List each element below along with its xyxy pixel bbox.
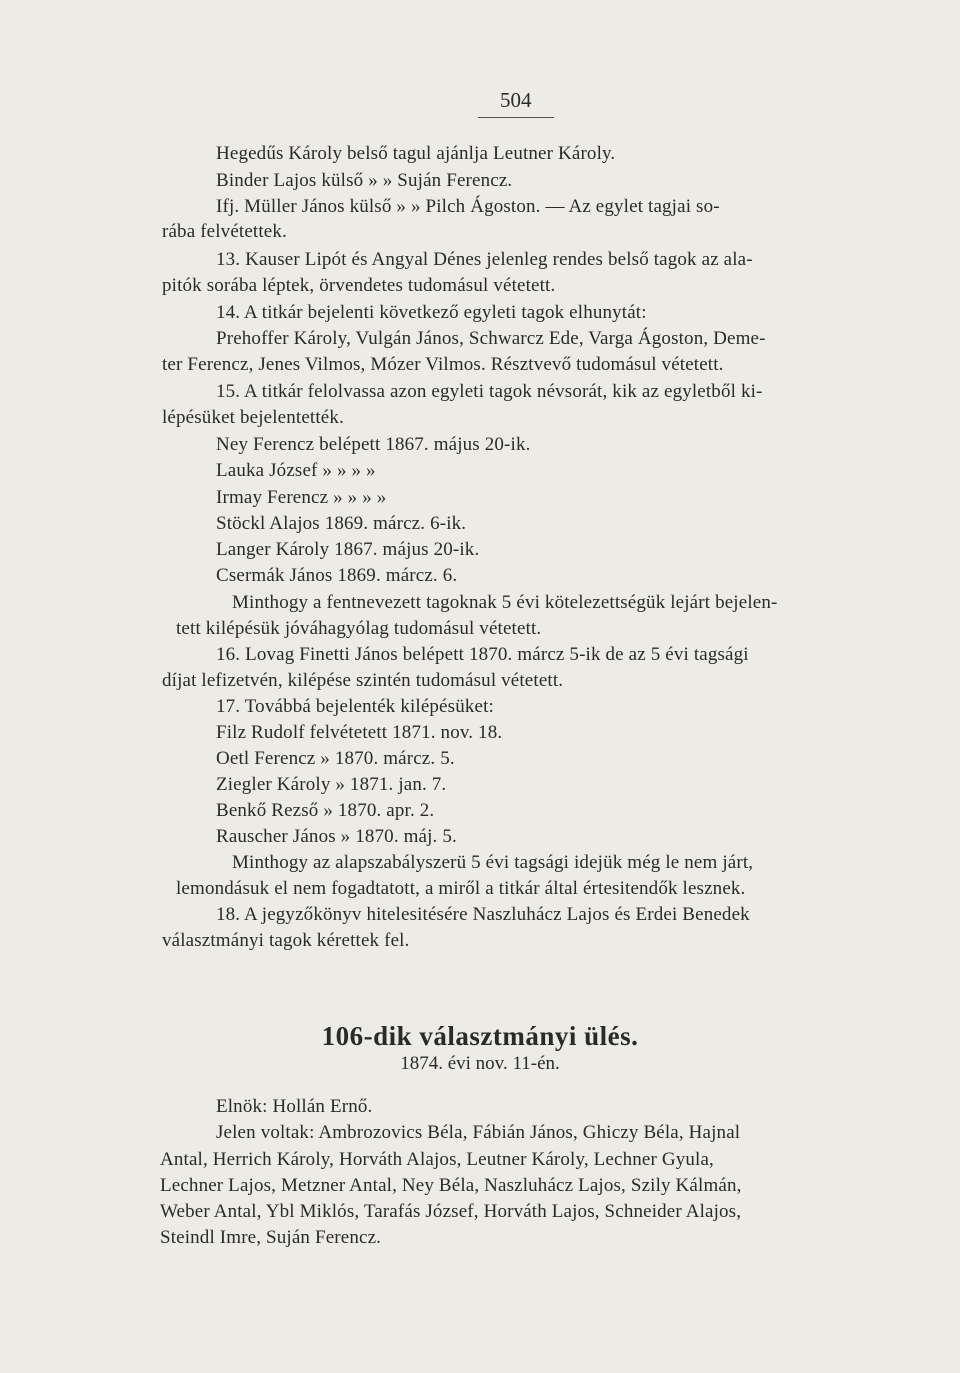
text-line: Stöckl Alajos 1869. márcz. 6-ik. (216, 513, 467, 534)
text-line: Ziegler Károly » 1871. jan. 7. (216, 774, 447, 795)
text-line: Lechner Lajos, Metzner Antal, Ney Béla, Naszluhácz Lajos, Szily Kálmán, (160, 1175, 742, 1196)
text-line: Ifj. Müller János külső » » Pilch Ágoston. — Az egylet tagjai so- (216, 196, 720, 217)
text-line: Oetl Ferencz » 1870. márcz. 5. (216, 748, 455, 769)
text-line: 15. A titkár felolvassa azon egyleti tagok névsorát, kik az egyletből ki- (216, 381, 763, 402)
text-line: 13. Kauser Lipót és Angyal Dénes jelenleg rendes belső tagok az ala- (216, 249, 753, 270)
text-line: Irmay Ferencz » » » » (216, 487, 387, 508)
text-line: 17. Továbbá bejelenték kilépésüket: (216, 696, 494, 717)
page-number: 504 (500, 88, 532, 112)
text-line: Langer Károly 1867. május 20-ik. (216, 539, 480, 560)
text-line: Benkő Rezső » 1870. apr. 2. (216, 800, 435, 821)
text-line: Weber Antal, Ybl Miklós, Tarafás József, Horváth Lajos, Schneider Alajos, (160, 1201, 742, 1222)
text-line: lemondásuk el nem fogadtatott, a miről a titkár által értesitendők lesznek. (176, 878, 746, 899)
text-line: tett kilépésük jóváhagyólag tudomásul vétetett. (176, 618, 542, 639)
text-line: 16. Lovag Finetti János belépett 1870. márcz 5-ik de az 5 évi tagsági (216, 644, 749, 665)
text-line: pitók sorába léptek, örvendetes tudomásul vétetett. (162, 275, 556, 296)
text-line: Minthogy az alapszabályszerü 5 évi tagsági idejük még le nem járt, (232, 852, 754, 873)
text-line: Filz Rudolf felvétetett 1871. nov. 18. (216, 722, 503, 743)
page-number-rule (478, 117, 554, 118)
text-line: díjat lefizetvén, kilépése szintén tudomásul vétetett. (162, 670, 564, 691)
text-line: ter Ferencz, Jenes Vilmos, Mózer Vilmos. Résztvevő tudomásul vétetett. (162, 354, 724, 375)
text-line: Jelen voltak: Ambrozovics Béla, Fábián János, Ghiczy Béla, Hajnal (216, 1122, 741, 1143)
section-date: 1874. évi nov. 11-én. (400, 1053, 560, 1074)
text-line: Rauscher János » 1870. máj. 5. (216, 826, 457, 847)
text-line: 14. A titkár bejelenti következő egyleti tagok elhunytát: (216, 302, 647, 323)
text-line: Lauka József » » » » (216, 460, 376, 481)
text-line: Csermák János 1869. márcz. 6. (216, 565, 458, 586)
text-line: Antal, Herrich Károly, Horváth Alajos, Leutner Károly, Lechner Gyula, (160, 1149, 714, 1170)
text-line: Ney Ferencz belépett 1867. május 20-ik. (216, 434, 531, 455)
text-line: Prehoffer Károly, Vulgán János, Schwarcz Ede, Varga Ágoston, Deme- (216, 328, 766, 349)
text-line: rába felvétettek. (162, 221, 287, 242)
section-heading: 106-dik választmányi ülés. (321, 1021, 639, 1051)
text-line: Steindl Imre, Suján Ferencz. (160, 1227, 382, 1248)
text-line: Minthogy a fentnevezett tagoknak 5 évi kötelezettségük lejárt bejelen- (232, 592, 778, 613)
text-line: Binder Lajos külső » » Suján Ferencz. (216, 170, 513, 191)
text-line: választmányi tagok kérettek fel. (162, 930, 410, 951)
text-line: Elnök: Hollán Ernő. (216, 1096, 373, 1117)
text-line: lépésüket bejelentették. (162, 407, 344, 428)
text-line: Hegedűs Károly belső tagul ajánlja Leutner Károly. (216, 143, 616, 164)
text-line: 18. A jegyzőkönyv hitelesitésére Naszluhácz Lajos és Erdei Benedek (216, 904, 750, 925)
